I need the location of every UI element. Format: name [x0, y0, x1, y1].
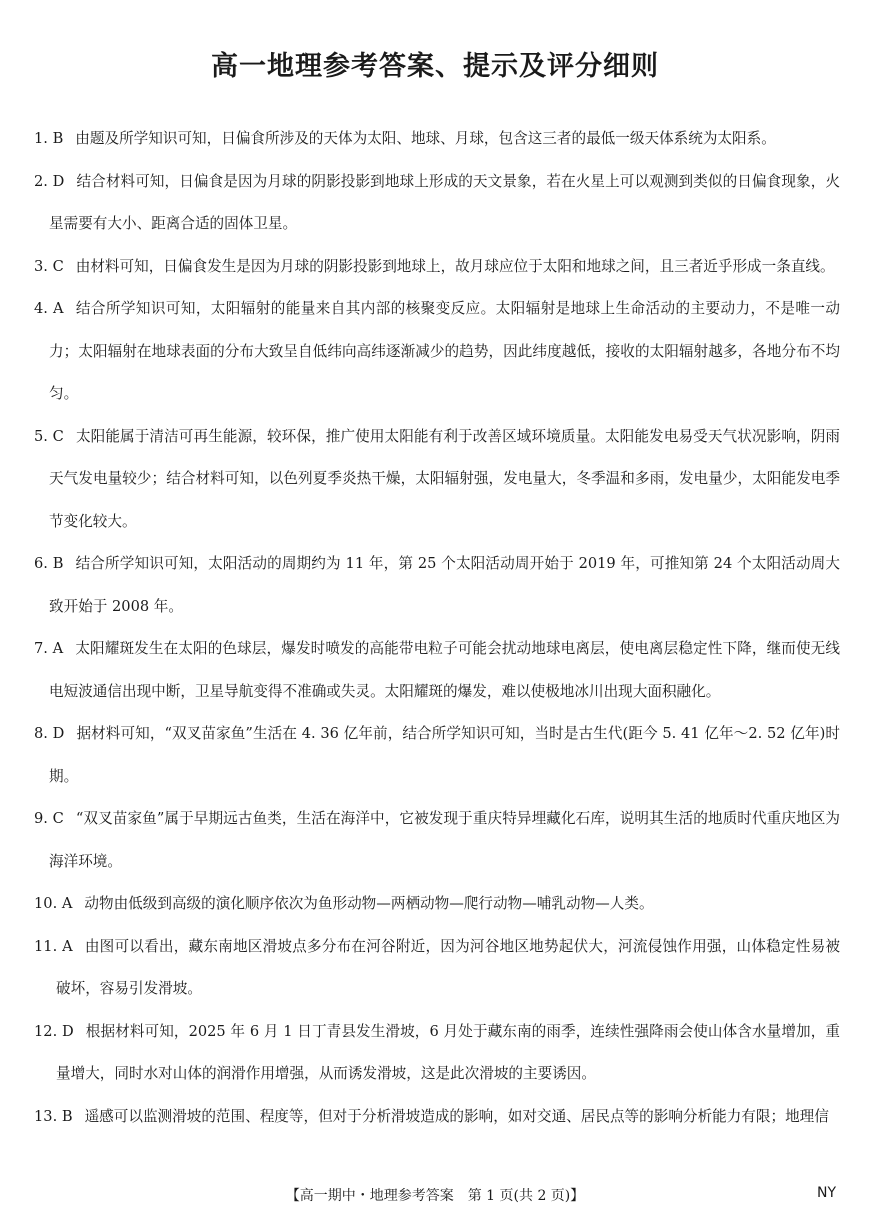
- answer-item: [34, 713, 840, 798]
- answer-label: 11. A: [34, 937, 73, 955]
- answer-item: [34, 926, 840, 1011]
- answer-text: 遥感可以监测滑坡的范围、程度等，但对于分析滑坡造成的影响，如对交通、居民点等的影响分析能力有限；地理信: [84, 1107, 829, 1125]
- answer-item: [34, 1011, 840, 1096]
- answer-item: [34, 798, 840, 883]
- answer-text: 动物由低级到高级的演化顺序依次为鱼形动物—两栖动物—爬行动物—哺乳动物—人类。: [84, 895, 654, 912]
- answer-label: 2. D: [34, 172, 65, 190]
- answer-item: [34, 416, 840, 544]
- answer-list: [34, 118, 840, 1138]
- answer-text: 据材料可知，“双叉苗家鱼”生活在 4. 36 亿年前，结合所学知识可知，当时是古生代(距今 5. 41 亿年～2. 52 亿年)时期。: [49, 725, 841, 785]
- answer-item: [34, 543, 840, 628]
- answer-label: 6. B: [34, 555, 64, 572]
- answer-item: [34, 883, 840, 926]
- answer-label: 1. B: [34, 130, 64, 147]
- answer-item: [34, 1096, 840, 1139]
- answer-label: 3. C: [34, 257, 64, 275]
- page-footer: 【高一期中・地理参考答案 第 1 页(共 2 页)】: [285, 1188, 585, 1204]
- answer-label: 5. C: [34, 427, 64, 445]
- answer-text: 结合材料可知，日偏食是因为月球的阴影投影到地球上形成的天文景象，若在火星上可以观测到类似的日偏食现象，火星需要有大小、距离合适的固体卫星。: [49, 172, 840, 232]
- answer-label: 4. A: [34, 300, 64, 317]
- answer-label: 8. D: [34, 725, 65, 742]
- page-title: 高一地理参考答案、提示及评分细则: [211, 51, 659, 82]
- answer-label: 9. C: [34, 810, 64, 827]
- answer-text: 结合所学知识可知，太阳辐射的能量来自其内部的核聚变反应。太阳辐射是地球上生命活动的主要动力，不是唯一动力；太阳辐射在地球表面的分布大致呈自低纬向高纬逐渐减少的趋势，因此纬度越低，接收的太阳辐射越多，各地分布不均匀。: [49, 300, 840, 402]
- answer-item: [34, 118, 840, 161]
- answer-text: 太阳能属于清洁可再生能源，较环保，推广使用太阳能有利于改善区域环境质量。太阳能发电易受天气状况影响，阴雨天气发电量较少；结合材料可知，以色列夏季炎热干燥，太阳辐射强，发电量大，冬季温和多雨，发电量少，太阳能发电季节变化较大。: [49, 427, 840, 530]
- answer-text: 由题及所学知识可知，日偏食所涉及的天体为太阳、地球、月球，包含这三者的最低一级天体系统为太阳系。: [75, 130, 776, 147]
- answer-item: [34, 161, 840, 246]
- answer-text: “双叉苗家鱼”属于早期远古鱼类，生活在海洋中，它被发现于重庆特异埋藏化石库，说明其生活的地质时代重庆地区为海洋环境。: [49, 810, 840, 870]
- footer-code: NY: [816, 1185, 836, 1201]
- answer-label: 10. A: [34, 895, 73, 912]
- answer-item: [34, 628, 840, 713]
- answer-text: 由材料可知，日偏食发生是因为月球的阴影投影到地球上，故月球应位于太阳和地球之间，且三者近乎形成一条直线。: [75, 257, 835, 275]
- answer-item: [34, 288, 840, 416]
- answer-label: 7. A: [34, 640, 64, 657]
- answer-label: 12. D: [34, 1022, 74, 1040]
- answer-text: 太阳耀斑发生在太阳的色球层，爆发时喷发的高能带电粒子可能会扰动地球电离层，使电离层稳定性下降，继而使无线电短波通信出现中断，卫星导航变得不准确或失灵。太阳耀斑的爆发，难以使极地冰川出现大面积融化。: [49, 640, 840, 700]
- answer-text: 根据材料可知，2025 年 6 月 1 日丁青县发生滑坡，6 月处于藏东南的雨季，连续性强降雨会使山体含水量增加，重量增大，同时水对山体的润滑作用增强，从而诱发滑坡，这是此次滑坡的主要诱因。: [56, 1022, 840, 1082]
- answer-text: 由图可以看出，藏东南地区滑坡点多分布在河谷附近，因为河谷地区地势起伏大，河流侵蚀作用强，山体稳定性易被破坏，容易引发滑坡。: [56, 937, 840, 997]
- answer-text: 结合所学知识可知，太阳活动的周期约为 11 年，第 25 个太阳活动周开始于 2019 年，可推知第 24 个太阳活动周大致开始于 2008 年。: [49, 555, 840, 615]
- answer-item: [34, 246, 840, 289]
- answer-label: 13. B: [34, 1107, 73, 1125]
